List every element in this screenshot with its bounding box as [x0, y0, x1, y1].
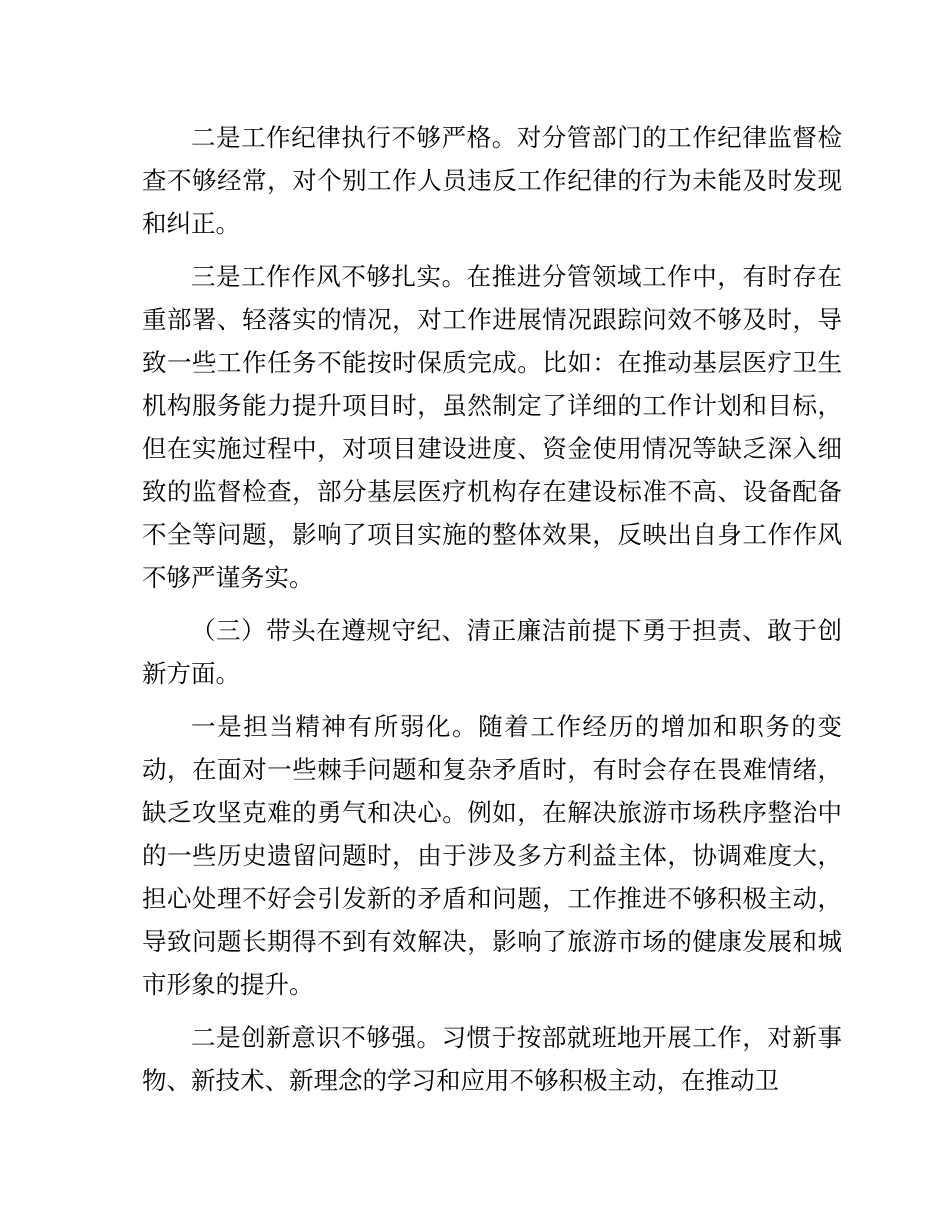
paragraph-work-discipline: 二是工作纪律执行不够严格。对分管部门的工作纪律监督检查不够经常，对个别工作人员违反工作纪律的行为未能及时发现和纠正。	[142, 123, 842, 238]
paragraph-responsibility: 一是担当精神有所弱化。随着工作经历的增加和职务的变动，在面对一些棘手问题和复杂矛盾时，有时会存在畏难情绪，缺乏攻坚克难的勇气和决心。例如，在解决旅游市场秩序整治中的一些历史遗留问题时，由于涉及多方利益主体，协调难度大，担心处理不好会引发新的矛盾和问题，工作推进不够积极主动，导致问题长期得不到有效解决，影响了旅游市场的健康发展和城市形象的提升。	[142, 712, 842, 999]
paragraph-innovation: 二是创新意识不够强。习惯于按部就班地开展工作，对新事物、新技术、新理念的学习和应用不够积极主动，在推动卫	[142, 1023, 842, 1095]
paragraph-work-style: 三是工作作风不够扎实。在推进分管领域工作中，有时存在重部署、轻落实的情况，对工作进展情况跟踪问效不够及时，导致一些工作任务不能按时保质完成。比如：在推动基层医疗卫生机构服务能力提升项目时，虽然制定了详细的工作计划和目标，但在实施过程中，对项目建设进度、资金使用情况等缺乏深入细致的监督检查，部分基层医疗机构存在建设标准不高、设备配备不全等问题，影响了项目实施的整体效果，反映出自身工作作风不够严谨务实。	[142, 262, 842, 592]
document-body	[142, 116, 842, 1112]
section-heading-3: （三）带头在遵规守纪、清正廉洁前提下勇于担责、敢于创新方面。	[142, 616, 842, 688]
